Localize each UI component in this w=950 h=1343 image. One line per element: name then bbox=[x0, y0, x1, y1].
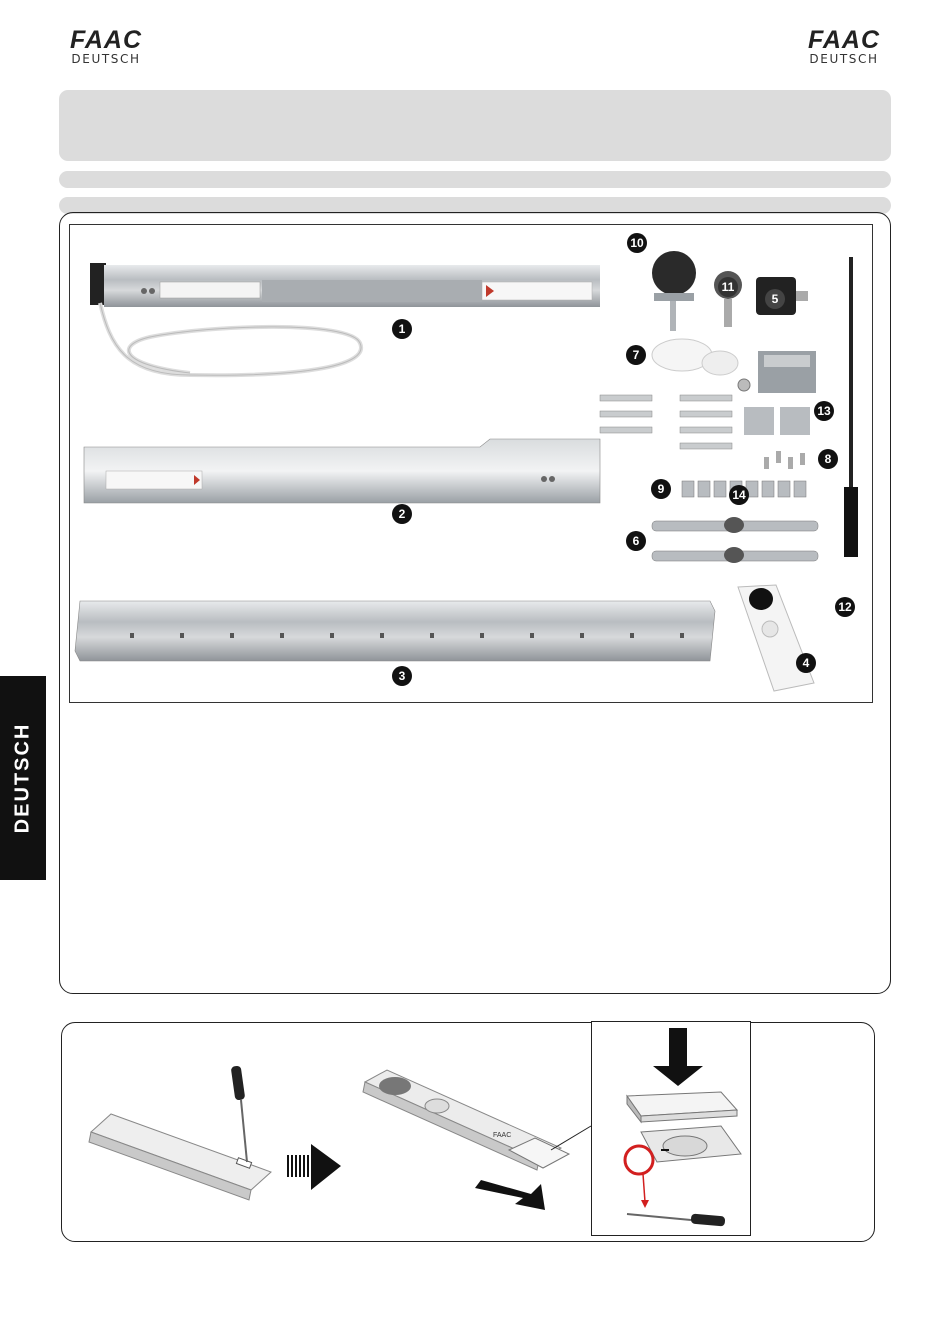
antenna bbox=[844, 257, 858, 557]
component-number-7: 7 bbox=[626, 345, 646, 365]
component-number-1: 1 bbox=[392, 319, 412, 339]
strap-roll bbox=[652, 339, 738, 375]
component-number-10: 10 bbox=[627, 233, 647, 253]
component-number-3: 3 bbox=[392, 666, 412, 686]
subtitle-bar bbox=[59, 171, 891, 188]
screws bbox=[764, 451, 805, 469]
component-number-2: 2 bbox=[392, 504, 412, 524]
logo-language: DEUTSCH bbox=[809, 52, 879, 66]
component-number-4: 4 bbox=[796, 653, 816, 673]
components-illustration bbox=[70, 225, 872, 702]
logo-language: DEUTSCH bbox=[71, 52, 141, 66]
faac-logo-left bbox=[58, 28, 154, 66]
component-number-6: 6 bbox=[626, 531, 646, 551]
component-number-5: 5 bbox=[765, 289, 785, 309]
pull-arrow-icon bbox=[475, 1180, 545, 1210]
wall-plugs bbox=[600, 395, 732, 449]
component-number-9: 9 bbox=[651, 479, 671, 499]
limit-keys bbox=[652, 517, 818, 563]
motor-tube bbox=[90, 263, 600, 375]
component-number-12: 12 bbox=[835, 597, 855, 617]
release-tab-circle bbox=[625, 1146, 653, 1174]
component-number-8: 8 bbox=[818, 449, 838, 469]
language-tab-label: DEUTSCH bbox=[11, 722, 34, 834]
logo-mark: FAAC bbox=[807, 26, 881, 54]
brackets bbox=[738, 351, 816, 435]
step-arrow-icon bbox=[287, 1144, 341, 1190]
logo-mark: FAAC bbox=[69, 26, 143, 54]
components-photo bbox=[69, 224, 873, 703]
component-number-14: 14 bbox=[729, 485, 749, 505]
component-number-11: 11 bbox=[718, 277, 738, 297]
long-profile bbox=[75, 601, 715, 661]
faac-logo-right bbox=[796, 28, 892, 66]
language-tab bbox=[0, 676, 46, 880]
remote-control bbox=[738, 585, 814, 691]
screwdriver-icon bbox=[231, 1065, 247, 1162]
remote-brand-mark: FAAC bbox=[493, 1132, 512, 1139]
battery-minus-sign bbox=[661, 1149, 669, 1151]
battery-detail bbox=[625, 1028, 741, 1226]
remote-open bbox=[363, 1070, 591, 1170]
battery-replacement-illustration bbox=[61, 1022, 873, 1240]
component-number-13: 13 bbox=[814, 401, 834, 421]
adapter-tube bbox=[84, 439, 600, 503]
title-bar bbox=[59, 90, 891, 161]
